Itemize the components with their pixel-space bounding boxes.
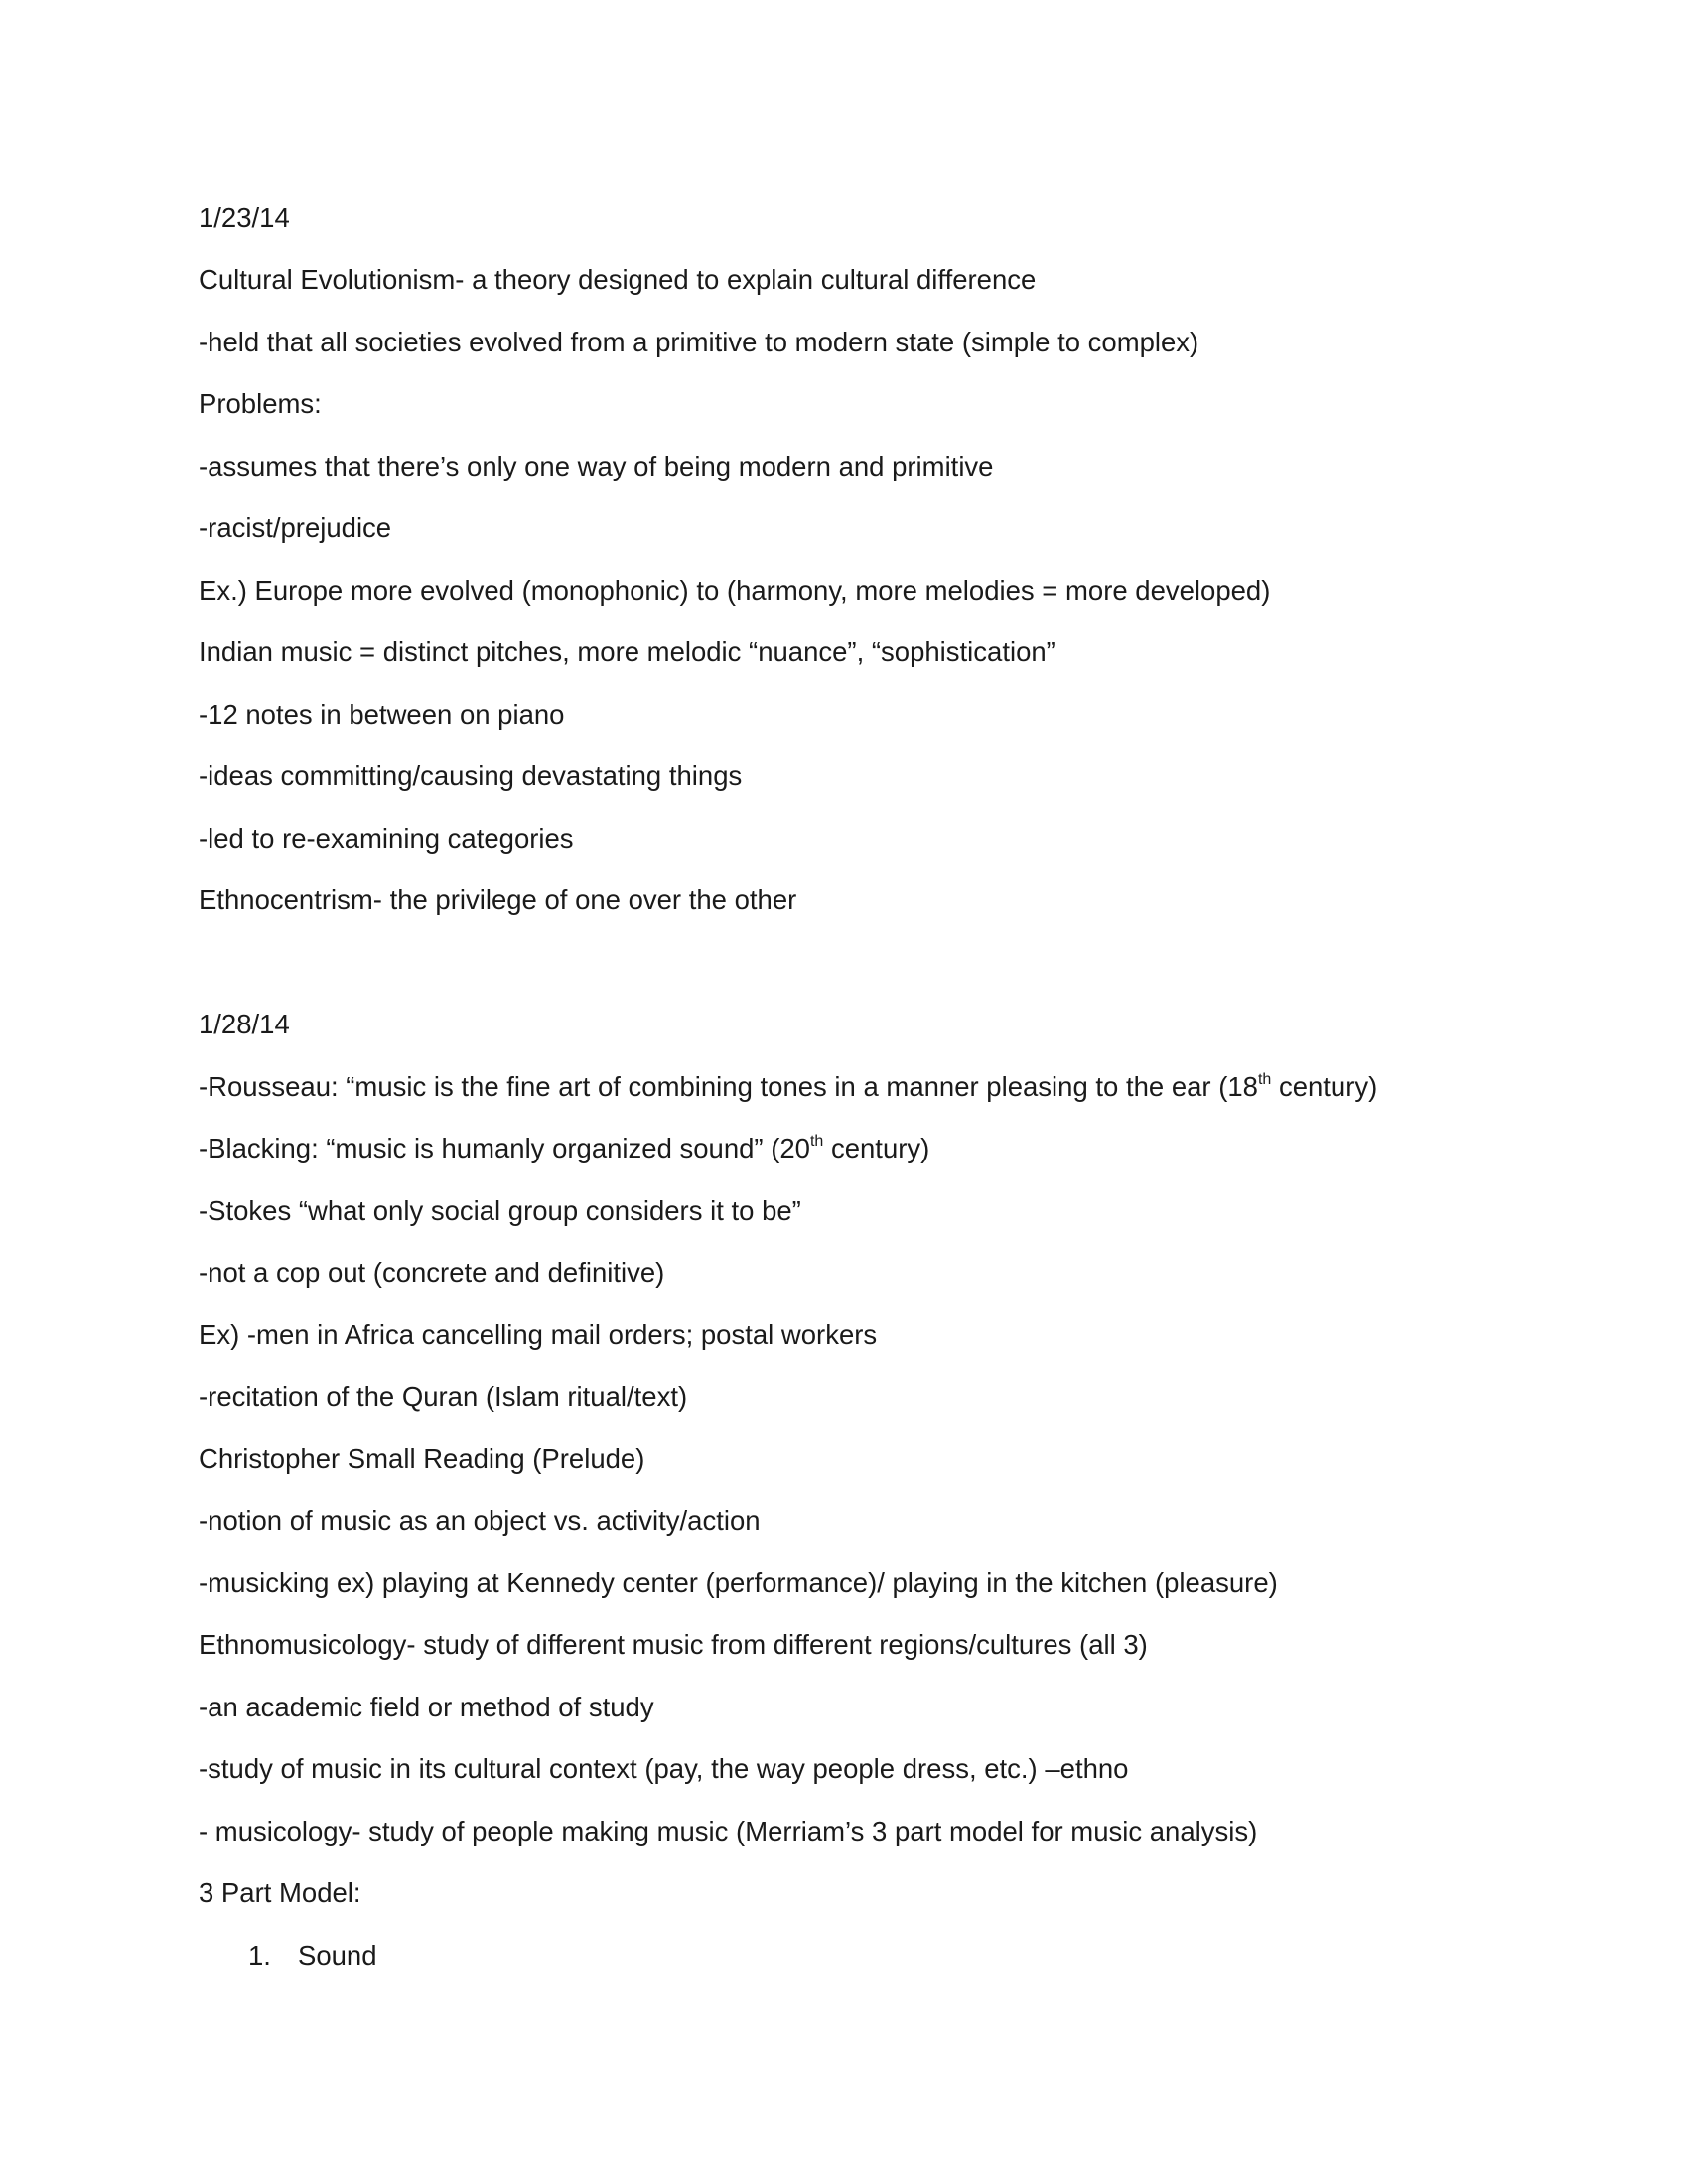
section2-line: -recitation of the Quran (Islam ritual/text) — [199, 1381, 688, 1412]
section1-line: Indian music = distinct pitches, more melodic “nuance”, “sophistication” — [199, 636, 1055, 667]
blacking-text-end: century) — [823, 1133, 930, 1163]
section1-line: -held that all societies evolved from a primitive to modern state (simple to complex) — [199, 327, 1199, 357]
rousseau-superscript: th — [1257, 1071, 1272, 1088]
section1-line: Cultural Evolutionism- a theory designed to explain cultural difference — [199, 264, 1037, 295]
section2-line: -not a cop out (concrete and definitive) — [199, 1257, 665, 1288]
blacking-superscript: th — [809, 1133, 824, 1150]
section2-line: -musicking ex) playing at Kennedy center (performance)/ playing in the kitchen (pleasure) — [199, 1568, 1278, 1598]
section2-line: Ex) -men in Africa cancelling mail orders; postal workers — [199, 1319, 878, 1350]
section1-line: -led to re-examining categories — [199, 823, 574, 854]
blacking-line — [199, 1131, 929, 1166]
section2-line: Ethnomusicology- study of different music from different regions/cultures (all 3) — [199, 1629, 1148, 1660]
list-item-number: 1. — [248, 1940, 271, 1971]
section1-line: Problems: — [199, 388, 322, 419]
section1-line: -ideas committing/causing devastating things — [199, 760, 743, 791]
section1-line: -assumes that there’s only one way of being modern and primitive — [199, 451, 994, 481]
section2-line: -study of music in its cultural context (pay, the way people dress, etc.) –ethno — [199, 1753, 1129, 1784]
rousseau-line — [199, 1069, 1377, 1105]
rousseau-text-end: century) — [1271, 1071, 1378, 1102]
section1-line: Ex.) Europe more evolved (monophonic) to (harmony, more melodies = more developed) — [199, 575, 1271, 606]
rousseau-text: -Rousseau: “music is the fine art of combining tones in a manner pleasing to the ear (18 — [199, 1071, 1258, 1102]
section1-line: Ethnocentrism- the privilege of one over the other — [199, 885, 797, 915]
list-item-text: Sound — [298, 1940, 377, 1971]
section2-line: 3 Part Model: — [199, 1877, 361, 1908]
blacking-text: -Blacking: “music is humanly organized sound” (20 — [199, 1133, 810, 1163]
section2-date: 1/28/14 — [199, 1009, 290, 1039]
section2-line: Christopher Small Reading (Prelude) — [199, 1443, 645, 1474]
section2-line: -Stokes “what only social group considers it to be” — [199, 1195, 801, 1226]
section2-line: -notion of music as an object vs. activity/action — [199, 1505, 761, 1536]
section2-line: -an academic field or method of study — [199, 1692, 654, 1722]
section1-line: -racist/prejudice — [199, 512, 392, 543]
section1-line: -12 notes in between on piano — [199, 699, 565, 730]
section2-line: - musicology- study of people making music (Merriam’s 3 part model for music analysis) — [199, 1816, 1258, 1846]
section1-date: 1/23/14 — [199, 203, 290, 233]
